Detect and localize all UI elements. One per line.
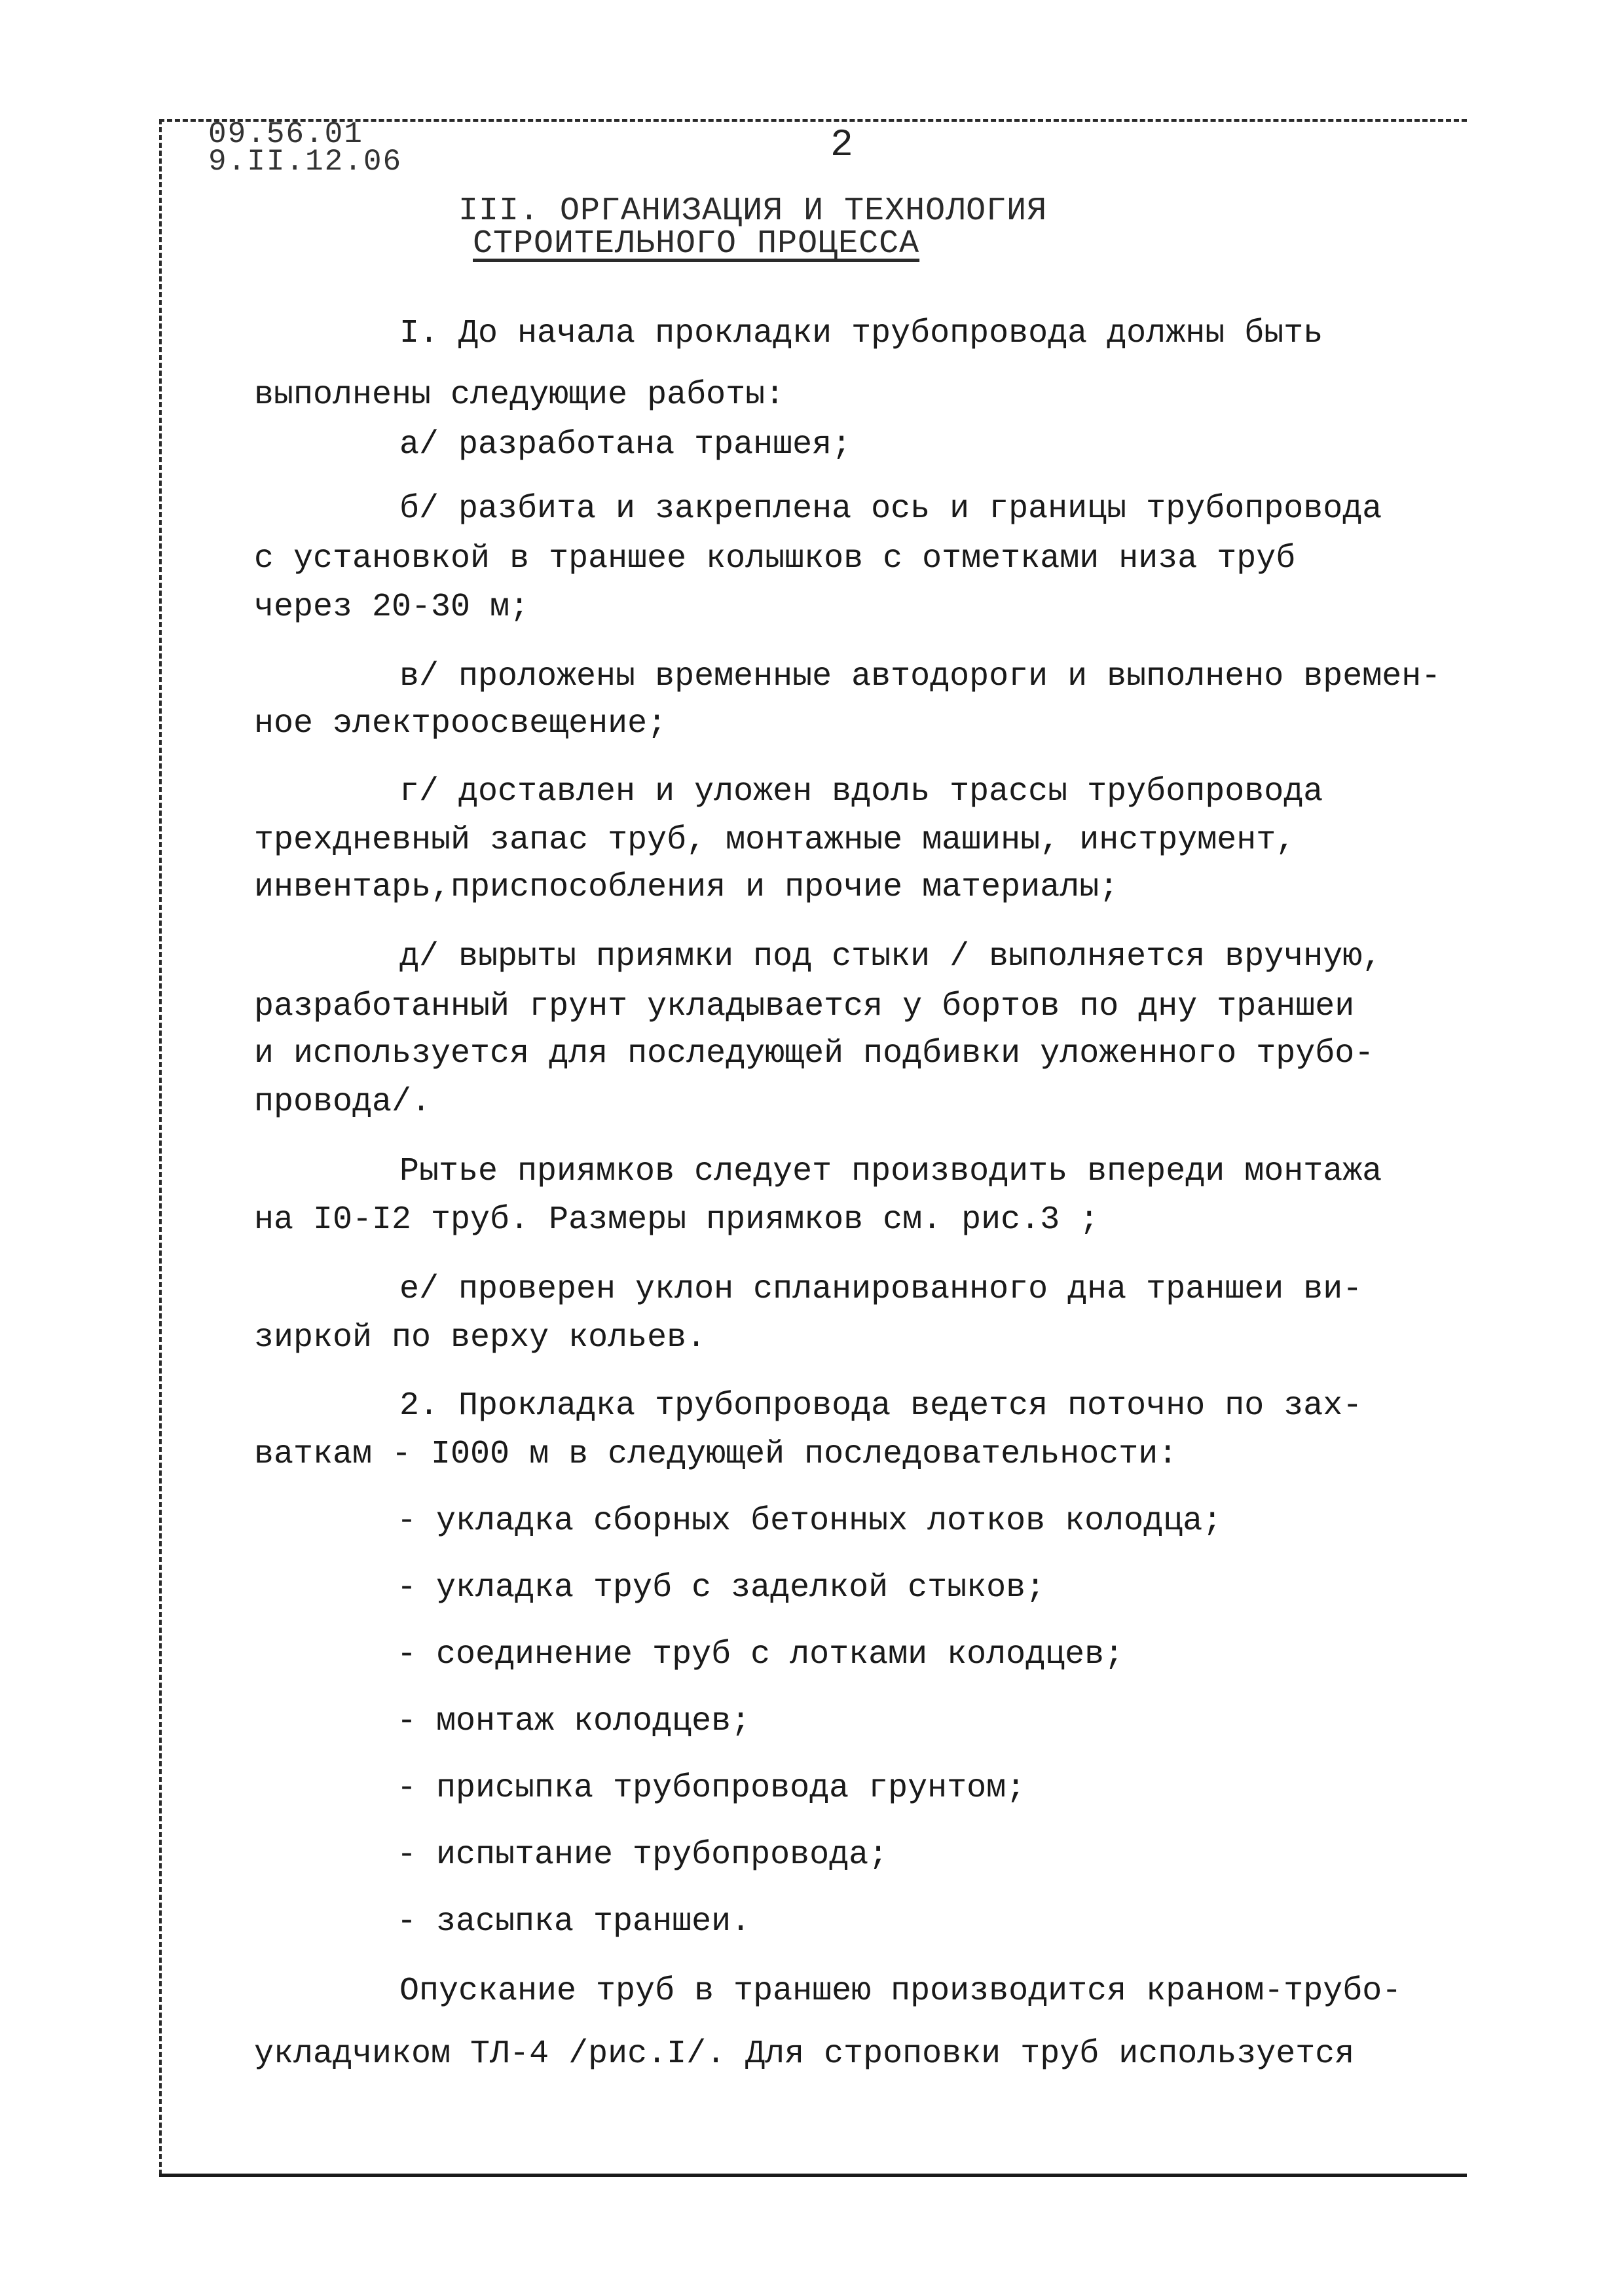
paragraph-line: на I0-I2 труб. Размеры приямков см. рис.3 ; — [254, 1201, 1099, 1239]
paragraph-line: Опускание труб в траншею производится краном-трубо- — [399, 1973, 1402, 2010]
document-code-2: 9.II.12.06 — [208, 145, 403, 179]
frame-bottom-line — [159, 2174, 1467, 2177]
paragraph-line: г/ доставлен и уложен вдоль трассы трубопровода — [399, 773, 1323, 811]
sequence-item: - монтаж колодцев; — [397, 1703, 751, 1740]
paragraph-line: д/ вырыты приямки под стыки / выполняется вручную, — [399, 938, 1382, 975]
page-number: 2 — [830, 124, 853, 167]
paragraph-line: разработанный грунт укладывается у бортов по дну траншеи — [254, 988, 1355, 1025]
paragraph-line: и используется для последующей подбивки уложенного трубо- — [254, 1035, 1375, 1072]
sequence-item: - укладка труб с заделкой стыков; — [397, 1569, 1046, 1607]
section-title-line1: III. ОРГАНИЗАЦИЯ И ТЕХНОЛОГИЯ — [458, 192, 1048, 230]
sequence-item: - соединение труб с лотками колодцев; — [397, 1636, 1124, 1673]
paragraph-line: е/ проверен уклон спланированного дна траншеи ви- — [399, 1271, 1363, 1308]
paragraph-line: трехдневный запас труб, монтажные машины, инструмент, — [254, 822, 1296, 859]
paragraph-line: б/ разбита и закреплена ось и границы трубопровода — [399, 490, 1382, 528]
sequence-item: - засыпка траншеи. — [397, 1903, 751, 1941]
paragraph-line: провода/. — [254, 1084, 432, 1121]
paragraph-line: с установкой в траншее колышков с отметками низа труб — [254, 540, 1296, 577]
section-title-line2: СТРОИТЕЛЬНОГО ПРОЦЕССА — [473, 225, 920, 263]
paragraph-line: зиркой по верху кольев. — [254, 1319, 707, 1357]
paragraph-line: ваткам - I000 м в следующей последовательности: — [254, 1436, 1178, 1473]
paragraph-line: I. До начала прокладки трубопровода должны быть — [399, 315, 1323, 352]
paragraph-line: Рытье приямков следует производить впереди монтажа — [399, 1153, 1382, 1190]
paragraph-line: ное электроосвещение; — [254, 705, 667, 742]
paragraph-line: через 20-30 м; — [254, 589, 530, 626]
frame-left-line — [159, 119, 162, 2175]
sequence-item: - испытание трубопровода; — [397, 1836, 889, 1874]
paragraph-line: 2. Прокладка трубопровода ведется поточно по зах- — [399, 1387, 1363, 1425]
document-code-1: 09.56.01 — [208, 117, 363, 151]
paragraph-line: выполнены следующие работы: — [254, 376, 785, 414]
paragraph-line: укладчиком ТЛ-4 /рис.I/. Для строповки труб используется — [254, 2035, 1355, 2073]
paragraph-line: а/ разработана траншея; — [399, 426, 852, 464]
paragraph-line: в/ проложены временные автодороги и выполнено времен- — [399, 658, 1441, 695]
sequence-item: - укладка сборных бетонных лотков колодца; — [397, 1503, 1223, 1540]
paragraph-line: инвентарь,приспособления и прочие материалы; — [254, 869, 1119, 906]
sequence-item: - присыпка трубопровода грунтом; — [397, 1770, 1026, 1807]
